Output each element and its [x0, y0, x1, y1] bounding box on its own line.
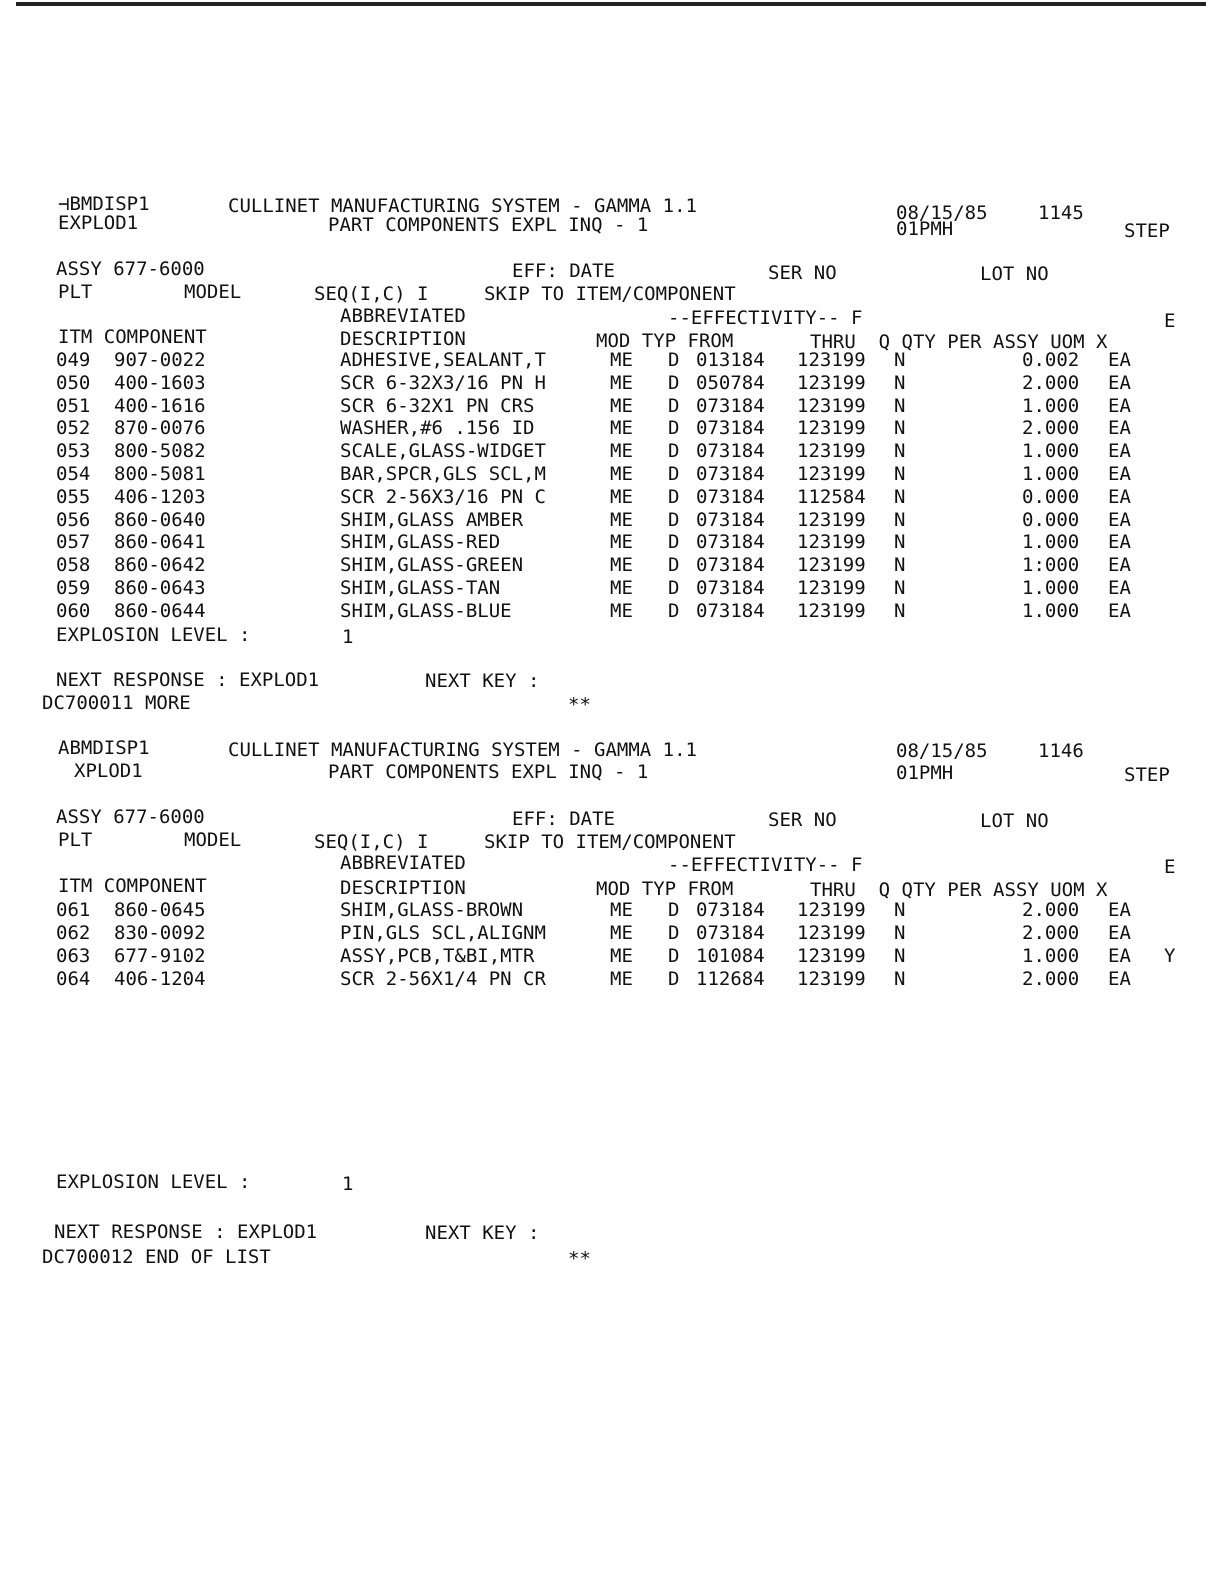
- cell-qty: 2.000: [1022, 899, 1080, 921]
- eff-date-field[interactable]: EFF: DATE: [512, 808, 615, 830]
- lot-no-field[interactable]: LOT NO: [980, 810, 1049, 832]
- cell-typ: D: [668, 417, 680, 440]
- cell-mod: ME: [610, 417, 633, 440]
- cell-itm: 061: [56, 899, 91, 921]
- cell-uom: EA: [1108, 463, 1131, 485]
- cell-from: 073184: [696, 531, 765, 554]
- status-message: DC700012 END OF LIST: [42, 1246, 271, 1268]
- cell-typ: D: [668, 899, 680, 921]
- cell-qty: 1.000: [1022, 599, 1080, 622]
- cell-description: SCR 2-56X1/4 PN CR: [340, 968, 546, 990]
- program-id: ABMDISP1: [58, 737, 150, 759]
- cell-itm: 052: [56, 417, 91, 440]
- cell-mod: ME: [610, 440, 633, 463]
- cell-description: SCR 6-32X1 PN CRS: [340, 394, 535, 417]
- cell-q: N: [894, 577, 906, 599]
- lot-no-field[interactable]: LOT NO: [980, 263, 1049, 285]
- cell-component: 406-1203: [114, 485, 206, 508]
- cell-uom: EA: [1108, 371, 1131, 394]
- cell-component: 677-9102: [114, 945, 206, 967]
- cell-itm: 063: [56, 945, 91, 967]
- cell-mod: ME: [610, 599, 633, 622]
- cell-itm: 059: [56, 577, 91, 599]
- cell-typ: D: [668, 463, 680, 485]
- status-message: DC700011 MORE: [42, 692, 191, 714]
- cell-component: 400-1616: [114, 394, 206, 417]
- cursor-marker: **: [568, 1248, 591, 1270]
- cell-itm: 051: [56, 394, 91, 417]
- cell-qty: 1.000: [1022, 440, 1080, 463]
- cell-thru: 123199: [797, 968, 866, 990]
- cell-mod: ME: [610, 463, 633, 485]
- cell-qty: 1.000: [1022, 577, 1080, 599]
- cell-itm: 056: [56, 508, 91, 531]
- cell-component: 860-0645: [114, 899, 206, 921]
- cell-itm: 050: [56, 371, 91, 394]
- col-mod-typ-from: MOD TYP FROM: [596, 878, 734, 900]
- cell-mod: ME: [610, 508, 633, 531]
- date: 08/15/85: [896, 740, 988, 762]
- cell-component: 860-0640: [114, 508, 206, 531]
- cell-description: ADHESIVE,SEALANT,T: [340, 349, 546, 371]
- cell-itm: 057: [56, 531, 91, 554]
- cell-q: N: [894, 417, 906, 440]
- cell-component: 860-0641: [114, 531, 206, 554]
- step-label: STEP: [1124, 764, 1170, 786]
- cell-description: SHIM,GLASS-BLUE: [340, 599, 512, 622]
- cell-q: N: [894, 922, 906, 944]
- cell-typ: D: [668, 485, 680, 508]
- cell-mod: ME: [610, 945, 633, 967]
- col-thru-qty-uom: THRU Q QTY PER ASSY UOM X: [810, 331, 1108, 353]
- cell-mod: ME: [610, 531, 633, 554]
- col-thru-qty-uom: THRU Q QTY PER ASSY UOM X: [810, 879, 1108, 901]
- cell-from: 073184: [696, 508, 765, 531]
- cell-thru: 123199: [797, 508, 866, 531]
- system-title: CULLINET MANUFACTURING SYSTEM - GAMMA 1.1: [228, 195, 697, 217]
- cell-from: 101084: [696, 945, 765, 967]
- station-id: 01PMH: [896, 762, 954, 784]
- cell-q: N: [894, 463, 906, 485]
- cell-typ: D: [668, 440, 680, 463]
- system-title: CULLINET MANUFACTURING SYSTEM - GAMMA 1.1: [228, 739, 697, 761]
- model-field[interactable]: MODEL: [184, 281, 242, 303]
- cell-qty: 2.000: [1022, 371, 1080, 394]
- assy-field[interactable]: ASSY 677-6000: [56, 806, 205, 828]
- cell-description: SHIM,GLASS-RED: [340, 531, 501, 554]
- cell-description: WASHER,#6 .156 ID: [340, 417, 535, 440]
- cell-description: SHIM,GLASS-GREEN: [340, 554, 524, 577]
- cell-component: 907-0022: [114, 349, 206, 371]
- cell-uom: EA: [1108, 508, 1131, 531]
- next-response-field[interactable]: NEXT RESPONSE : EXPLOD1: [54, 1221, 318, 1243]
- cell-itm: 055: [56, 485, 91, 508]
- cell-q: N: [894, 599, 906, 622]
- scan-top-border: [16, 2, 1206, 6]
- col-itm-component: ITM COMPONENT: [58, 875, 207, 897]
- next-response-field[interactable]: NEXT RESPONSE : EXPLOD1: [56, 669, 320, 691]
- cell-uom: EA: [1108, 577, 1131, 599]
- cell-from: 073184: [696, 577, 765, 599]
- cell-component: 860-0643: [114, 577, 206, 599]
- cell-typ: D: [668, 371, 680, 394]
- col-description: DESCRIPTION: [340, 328, 466, 350]
- next-key-field[interactable]: NEXT KEY :: [425, 670, 540, 692]
- cell-thru: 123199: [797, 371, 866, 394]
- col-ex-top: E: [1164, 310, 1176, 332]
- cell-description: PIN,GLS SCL,ALIGNM: [340, 922, 546, 944]
- cell-from: 073184: [696, 440, 765, 463]
- cell-x: Y: [1164, 945, 1176, 967]
- cell-component: 800-5081: [114, 463, 206, 485]
- cell-typ: D: [668, 577, 680, 599]
- cell-mod: ME: [610, 554, 633, 577]
- cell-qty: 0.002: [1022, 349, 1080, 371]
- explosion-level-value: 1: [342, 626, 354, 648]
- cell-q: N: [894, 394, 906, 417]
- cursor-marker: **: [568, 694, 591, 716]
- plt-field[interactable]: PLT: [58, 829, 93, 851]
- assy-field[interactable]: ASSY 677-6000: [56, 258, 205, 280]
- col-effectivity: --EFFECTIVITY-- F: [668, 854, 863, 876]
- seq-field[interactable]: SEQ(I,C) I: [314, 283, 429, 305]
- cell-uom: EA: [1108, 485, 1131, 508]
- ser-no-field[interactable]: SER NO: [768, 809, 837, 831]
- cell-q: N: [894, 371, 906, 394]
- skip-to-field[interactable]: SKIP TO ITEM/COMPONENT: [484, 831, 736, 853]
- cell-q: N: [894, 899, 906, 921]
- cell-from: 073184: [696, 485, 765, 508]
- col-description: DESCRIPTION: [340, 877, 466, 899]
- cell-itm: 062: [56, 922, 91, 944]
- screen-id: EXPLOD1: [58, 212, 139, 234]
- cell-typ: D: [668, 599, 680, 622]
- next-key-field[interactable]: NEXT KEY :: [425, 1222, 540, 1244]
- cell-mod: ME: [610, 577, 633, 599]
- cell-typ: D: [668, 349, 680, 371]
- col-mod-typ-from: MOD TYP FROM: [596, 330, 734, 352]
- cell-component: 870-0076: [114, 417, 206, 440]
- cell-mod: ME: [610, 922, 633, 944]
- cell-thru: 123199: [797, 922, 866, 944]
- cell-typ: D: [668, 394, 680, 417]
- cell-component: 800-5082: [114, 440, 206, 463]
- col-abbreviated: ABBREVIATED: [340, 852, 466, 874]
- cell-thru: 123199: [797, 899, 866, 921]
- cell-itm: 049: [56, 349, 91, 371]
- cell-thru: 123199: [797, 349, 866, 371]
- cell-qty: 2.000: [1022, 968, 1080, 990]
- cell-thru: 123199: [797, 440, 866, 463]
- cell-from: 073184: [696, 554, 765, 577]
- time: 1146: [1038, 740, 1084, 762]
- cell-q: N: [894, 945, 906, 967]
- station-id: 01PMH: [896, 218, 954, 240]
- cell-thru: 112584: [797, 485, 866, 508]
- cell-from: 073184: [696, 417, 765, 440]
- cell-q: N: [894, 440, 906, 463]
- cell-from: 073184: [696, 463, 765, 485]
- col-itm-component: ITM COMPONENT: [58, 326, 207, 348]
- cell-description: BAR,SPCR,GLS SCL,M: [340, 463, 546, 485]
- cell-uom: EA: [1108, 440, 1131, 463]
- cell-description: ASSY,PCB,T&BI,MTR: [340, 945, 535, 967]
- explosion-level-value: 1: [342, 1173, 354, 1195]
- cell-typ: D: [668, 945, 680, 967]
- cell-q: N: [894, 349, 906, 371]
- cell-thru: 123199: [797, 945, 866, 967]
- inquiry-title: PART COMPONENTS EXPL INQ - 1: [328, 214, 649, 236]
- cell-from: 050784: [696, 371, 765, 394]
- cell-from: 073184: [696, 599, 765, 622]
- cell-mod: ME: [610, 899, 633, 921]
- cell-thru: 123199: [797, 417, 866, 440]
- cell-qty: 1.000: [1022, 945, 1080, 967]
- cell-uom: EA: [1108, 554, 1131, 577]
- cell-uom: EA: [1108, 922, 1131, 944]
- cell-qty: 1.000: [1022, 463, 1080, 485]
- cell-uom: EA: [1108, 599, 1131, 622]
- cell-uom: EA: [1108, 531, 1131, 554]
- cell-from: 073184: [696, 394, 765, 417]
- cell-qty: 1.000: [1022, 531, 1080, 554]
- explosion-level-label: EXPLOSION LEVEL :: [56, 1171, 251, 1193]
- cell-uom: EA: [1108, 899, 1131, 921]
- cell-from: 073184: [696, 922, 765, 944]
- cell-itm: 060: [56, 599, 91, 622]
- cell-qty: 2.000: [1022, 922, 1080, 944]
- cell-qty: 0.000: [1022, 485, 1080, 508]
- cell-uom: EA: [1108, 417, 1131, 440]
- cell-q: N: [894, 531, 906, 554]
- eff-date-field[interactable]: EFF: DATE: [512, 260, 615, 282]
- cell-qty: 1:000: [1022, 554, 1080, 577]
- model-field[interactable]: MODEL: [184, 829, 242, 851]
- cell-component: 406-1204: [114, 968, 206, 990]
- cell-thru: 123199: [797, 463, 866, 485]
- cell-description: SHIM,GLASS-TAN: [340, 577, 501, 599]
- cell-component: 400-1603: [114, 371, 206, 394]
- cell-qty: 2.000: [1022, 417, 1080, 440]
- cell-q: N: [894, 508, 906, 531]
- cell-description: SHIM,GLASS AMBER: [340, 508, 524, 531]
- cell-typ: D: [668, 531, 680, 554]
- cell-mod: ME: [610, 968, 633, 990]
- cell-typ: D: [668, 508, 680, 531]
- cell-description: SCR 2-56X3/16 PN C: [340, 485, 546, 508]
- cell-mod: ME: [610, 349, 633, 371]
- plt-field[interactable]: PLT: [58, 281, 93, 303]
- cell-q: N: [894, 485, 906, 508]
- cell-typ: D: [668, 922, 680, 944]
- cell-qty: 1.000: [1022, 394, 1080, 417]
- cell-thru: 123199: [797, 394, 866, 417]
- cell-thru: 123199: [797, 599, 866, 622]
- skip-to-field[interactable]: SKIP TO ITEM/COMPONENT: [484, 283, 736, 305]
- cell-mod: ME: [610, 394, 633, 417]
- step-label: STEP: [1124, 220, 1170, 242]
- cell-from: 013184: [696, 349, 765, 371]
- cell-itm: 053: [56, 440, 91, 463]
- cell-thru: 123199: [797, 577, 866, 599]
- cell-component: 860-0644: [114, 599, 206, 622]
- cell-uom: EA: [1108, 349, 1131, 371]
- cell-typ: D: [668, 968, 680, 990]
- cell-mod: ME: [610, 485, 633, 508]
- cell-mod: ME: [610, 371, 633, 394]
- cell-description: SCR 6-32X3/16 PN H: [340, 371, 546, 394]
- col-effectivity: --EFFECTIVITY-- F: [668, 307, 863, 329]
- cell-from: 112684: [696, 968, 765, 990]
- cell-q: N: [894, 554, 906, 577]
- cell-description: SHIM,GLASS-BROWN: [340, 899, 524, 921]
- col-abbreviated: ABBREVIATED: [340, 305, 466, 327]
- cell-itm: 058: [56, 554, 91, 577]
- seq-field[interactable]: SEQ(I,C) I: [314, 831, 429, 853]
- cell-typ: D: [668, 554, 680, 577]
- program-id: ⊣BMDISP1: [58, 193, 150, 215]
- date: 08/15/85: [896, 202, 988, 224]
- ser-no-field[interactable]: SER NO: [768, 262, 837, 284]
- explosion-level-label: EXPLOSION LEVEL :: [56, 624, 251, 646]
- cell-component: 830-0092: [114, 922, 206, 944]
- cell-component: 860-0642: [114, 554, 206, 577]
- col-ex-top: E: [1164, 856, 1176, 878]
- cell-uom: EA: [1108, 945, 1131, 967]
- cell-q: N: [894, 968, 906, 990]
- cell-thru: 123199: [797, 554, 866, 577]
- cell-itm: 054: [56, 463, 91, 485]
- cell-from: 073184: [696, 899, 765, 921]
- cell-qty: 0.000: [1022, 508, 1080, 531]
- inquiry-title: PART COMPONENTS EXPL INQ - 1: [328, 761, 649, 783]
- cell-uom: EA: [1108, 968, 1131, 990]
- cell-thru: 123199: [797, 531, 866, 554]
- time: 1145: [1038, 202, 1084, 224]
- screen-id: XPLOD1: [74, 760, 143, 782]
- cell-description: SCALE,GLASS-WIDGET: [340, 440, 546, 463]
- cell-itm: 064: [56, 968, 91, 990]
- cell-uom: EA: [1108, 394, 1131, 417]
